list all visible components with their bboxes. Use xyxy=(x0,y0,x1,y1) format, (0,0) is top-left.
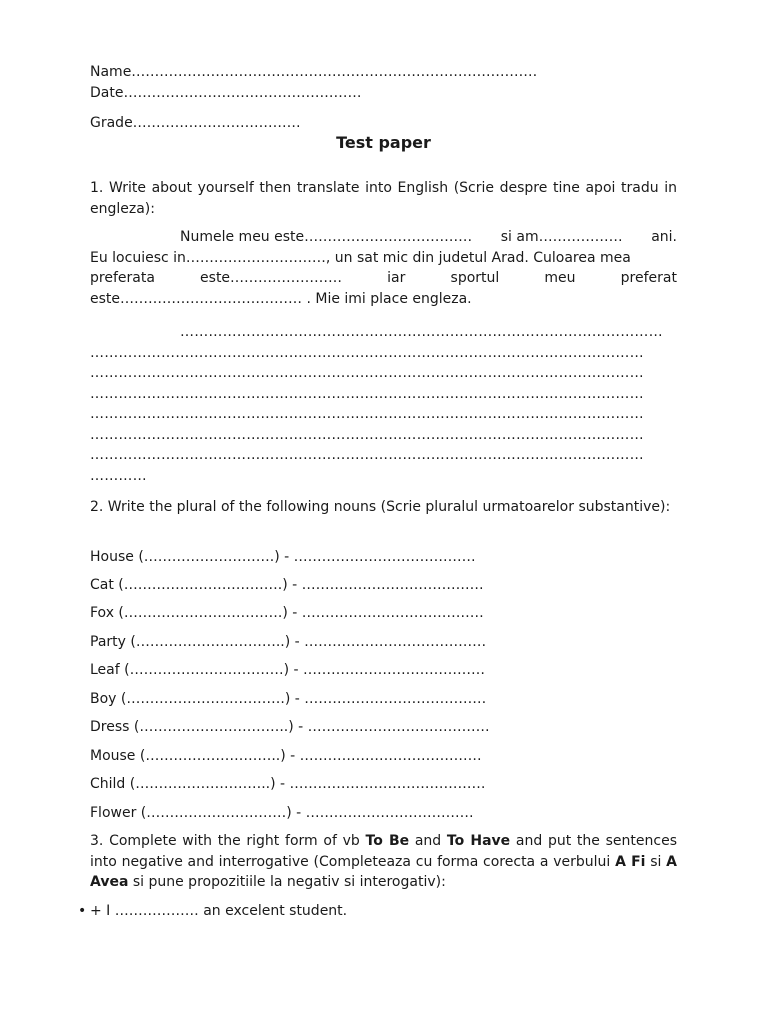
plural-item: Party (…………………………..) - ………………………………… xyxy=(90,634,487,650)
plural-item: Child (………………………..) - …………………………………… xyxy=(90,776,486,792)
answer-dot-line: ……………………………………………………………………………………………………… xyxy=(90,345,644,361)
instruction-text: 3. Complete with the right form of vb xyxy=(90,833,366,849)
instruction-text: and xyxy=(409,833,447,849)
exercise-3-instruction xyxy=(90,831,677,893)
verb-to-be: To Be xyxy=(365,833,410,849)
plural-item: Cat (…………………………….) - ………………………………… xyxy=(90,577,484,593)
name-field-line: Name…………………………………………………………………………… xyxy=(90,64,538,80)
paragraph-word: iar xyxy=(387,270,406,286)
plural-item: Fox (…………………………….) - ………………………………… xyxy=(90,605,484,621)
paragraph-text: ani. xyxy=(651,229,677,245)
plural-item: Flower (…………………………) - ……………………………… xyxy=(90,805,474,821)
exercise-3-item: + I ……………… an excelent student. xyxy=(90,903,348,919)
paragraph-word: meu xyxy=(544,270,576,286)
answer-dot-line: ………… xyxy=(90,468,147,484)
paragraph-word: preferat xyxy=(620,270,677,286)
page-title: Test paper xyxy=(336,133,431,152)
plural-item: Dress (…………………………..) - ………………………………… xyxy=(90,719,490,735)
answer-dot-line: ……………………………………………………………………………………………………… xyxy=(90,365,644,381)
verb-a-avea: A Avea xyxy=(90,853,677,890)
exercise-1-instruction: 1. Write about yourself then translate into English (Scrie despre tine apoi tradu in engleza): xyxy=(90,180,677,217)
plural-item: House (……………………….) - ………………………………… xyxy=(90,549,476,565)
answer-dot-line: ……………………………………………………………………………………………………… xyxy=(90,427,644,443)
exercise-1-paragraph-line-3 xyxy=(90,268,677,288)
exercise-1-paragraph-line-4: este………………………………… . Mie imi place engleza. xyxy=(90,291,472,307)
bullet-icon: • xyxy=(78,903,87,919)
instruction-text: and put the sentences into negative and interrogative (Completeaza cu forma corecta a verbului xyxy=(90,833,677,870)
verb-to-have: To Have xyxy=(446,833,511,849)
exercise-1-paragraph-line-2: Eu locuiesc in…………………………, un sat mic din judetul Arad. Culoarea mea xyxy=(90,250,631,266)
paragraph-text: si am……………… xyxy=(500,229,623,245)
answer-dot-line: ……………………………………………………………………………………………………… xyxy=(90,447,644,463)
plural-item: Leaf (……………………………) - ………………………………… xyxy=(90,662,486,678)
exercise-1-paragraph-line-1 xyxy=(180,227,677,247)
paragraph-text: Numele meu este……………………………… xyxy=(180,229,473,245)
paragraph-word: preferata xyxy=(90,270,155,286)
plural-item: Boy (…………………………….) - ………………………………… xyxy=(90,691,487,707)
paragraph-word: sportul xyxy=(450,270,500,286)
grade-field-line: Grade……………………………… xyxy=(90,115,301,131)
instruction-text: si xyxy=(645,853,667,870)
instruction-text: si pune propozitiile la negativ si interogativ): xyxy=(128,874,446,890)
answer-dot-line: ……………………………………………………………………………………………………… xyxy=(90,406,644,422)
exercise-2-instruction: 2. Write the plural of the following nouns (Scrie pluralul urmatoarelor substantive): xyxy=(90,499,671,515)
plural-item: Mouse (………………………..) - ………………………………… xyxy=(90,748,482,764)
answer-dot-line: ……………………………………………………………………………………………………… xyxy=(90,386,644,402)
verb-a-fi: A Fi xyxy=(615,853,646,870)
date-field-line: Date…………………………………………… xyxy=(90,85,362,101)
answer-dot-line: ………………………………………………………………………………………… xyxy=(180,324,663,340)
paragraph-word: este…………………… xyxy=(200,270,343,286)
